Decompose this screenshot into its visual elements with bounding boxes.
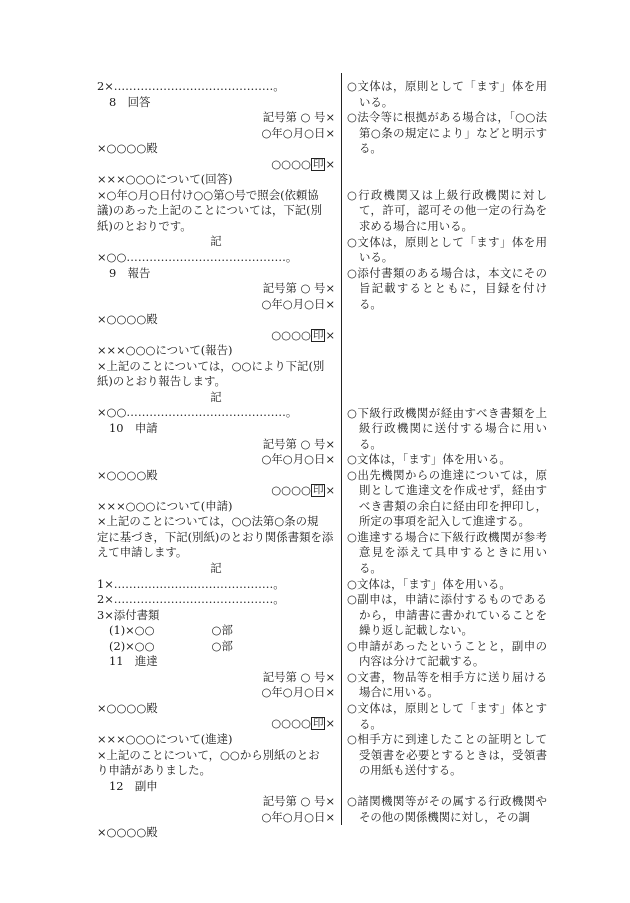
text-line <box>97 545 335 561</box>
right-aligned-line <box>97 670 335 686</box>
line-text: ○年○月○日× <box>261 296 335 311</box>
line-text: ×○○○○殿 <box>97 467 158 482</box>
line-text: ×○年○月○日付け○○第○号で照会(依頼協 <box>97 187 319 202</box>
right-aligned-line <box>97 685 335 701</box>
text-line <box>97 577 335 593</box>
text-line <box>97 468 335 484</box>
line-text: 紙)のとおりです。 <box>97 218 192 233</box>
right-aligned-line <box>97 297 335 313</box>
line-text: ×××○○○について(報告) <box>97 343 233 358</box>
line-text: ○○○○ <box>271 327 311 342</box>
text-line <box>97 374 335 390</box>
guideline-note: ○諸関機関等がその属する行政機関やその他の関係機関に対し，その調 <box>347 794 547 824</box>
line-text: 記号第 ○ 号× <box>262 110 335 125</box>
guideline-note: ○文体は，原則として「ます」体を用いる。 <box>347 79 547 109</box>
line-text: ×××○○○について(申請) <box>97 498 233 513</box>
guideline-note: ○文体は，「ます」体を用いる。 <box>347 576 511 591</box>
line-suffix: × <box>325 483 335 498</box>
right-aligned-line <box>97 110 335 126</box>
text-line <box>97 499 335 515</box>
line-text: ×上記のことについては，○○法第○条の規 <box>97 514 319 529</box>
line-text: ×○○○○殿 <box>97 141 158 156</box>
guideline-note: ○行政機関又は上級行政機関に対して，許可，認可その他一定の行為を求める場合に用いる。 <box>347 187 547 233</box>
text-line <box>97 530 335 546</box>
guideline-note: ○出先機関からの進達については，原則として進達文を作成せず，経由すべき書類の余白に経由印を押印し，所定の事項を記入して進達する。 <box>347 467 547 529</box>
line-text: 記号第 ○ 号× <box>262 669 335 684</box>
line-text: 記 <box>210 389 222 404</box>
line-text: 記号第 ○ 号× <box>262 794 335 809</box>
line-text: ○年○月○日× <box>261 452 335 467</box>
text-line <box>97 825 335 841</box>
attachment-item <box>97 623 335 639</box>
text-line <box>97 188 335 204</box>
ki-heading <box>97 390 335 406</box>
line-text: 12 副申 <box>109 778 158 793</box>
guideline-note: ○文体は，原則として「ます」体とする。 <box>347 701 547 731</box>
line-text: 記 <box>210 234 222 249</box>
line-text: ○○○○ <box>271 483 311 498</box>
right-aligned-line <box>97 452 335 468</box>
text-line <box>97 763 335 779</box>
line-text: ○○○○ <box>271 156 311 171</box>
line-text: 8 回答 <box>109 94 151 109</box>
line-text: 1×……………………………………。 <box>97 576 285 591</box>
text-line <box>97 79 335 95</box>
section-heading <box>97 266 335 282</box>
attachment-item <box>97 639 335 655</box>
guideline-note: ○添付書類のある場合は，本文にその旨記載するとともに，目録を付ける。 <box>347 265 547 311</box>
line-text: ×○○○○殿 <box>97 825 158 840</box>
line-text: ○年○月○日× <box>261 125 335 140</box>
line-suffix: × <box>325 327 335 342</box>
right-aligned-line <box>97 810 335 826</box>
guideline-note: ○進達する場合に下級行政機関が参考意見を添えて具申するときに用いる。 <box>347 529 547 575</box>
line-text: り申請がありました。 <box>97 763 211 778</box>
line-text: ×○○……………………………………。 <box>97 405 298 420</box>
seal-stamp-box: 印 <box>312 484 324 497</box>
line-text: ×○○……………………………………。 <box>97 250 298 265</box>
seal-stamp-box: 印 <box>312 328 324 341</box>
right-aligned-line <box>97 716 335 732</box>
guideline-note: ○文体は，原則として「ます」体を用いる。 <box>347 234 547 264</box>
line-text: ○年○月○日× <box>261 809 335 824</box>
section-heading <box>97 779 335 795</box>
text-line <box>97 405 335 421</box>
ki-heading <box>97 234 335 250</box>
guideline-note: ○法令等に根拠がある場合は，「○○法第○条の規定により」などと明示する。 <box>347 110 547 156</box>
right-aligned-line <box>97 328 335 344</box>
guideline-note: ○文書，物品等を相手方に送り届ける場合に用いる。 <box>347 669 547 700</box>
right-aligned-line <box>97 157 335 173</box>
right-aligned-line <box>97 483 335 499</box>
line-text: 10 申請 <box>109 421 158 436</box>
text-line <box>97 514 335 530</box>
line-text: 記号第 ○ 号× <box>262 436 335 451</box>
right-aligned-line <box>97 126 335 142</box>
line-suffix: × <box>325 156 335 171</box>
line-text: ×上記のことについて，○○から別紙のとお <box>97 747 320 762</box>
text-line <box>97 141 335 157</box>
guideline-note: ○副申は，申請に添付するものであるから，申請書に書かれていることを繰り返し記載しない。 <box>347 592 547 638</box>
line-text: ×××○○○について(回答) <box>97 172 233 187</box>
section-heading <box>97 654 335 670</box>
line-text: 2×……………………………………。 <box>97 79 285 93</box>
guideline-note: ○文体は，「ます」体を用いる。 <box>347 452 511 467</box>
ki-heading <box>97 561 335 577</box>
line-text: (2)×○○ ○部 <box>109 638 233 653</box>
line-text: 2×……………………………………。 <box>97 592 285 607</box>
text-line <box>97 608 335 624</box>
text-line <box>97 732 335 748</box>
line-text: ×○○○○殿 <box>97 312 158 327</box>
text-line <box>97 312 335 328</box>
line-text: 記号第 ○ 号× <box>262 281 335 296</box>
section-heading <box>97 95 335 111</box>
line-text: ×上記のことについては，○○により下記(別 <box>97 358 325 373</box>
line-text: 紙)のとおり報告します。 <box>97 374 226 389</box>
seal-stamp-box: 印 <box>312 717 324 730</box>
line-text: 記 <box>210 560 222 575</box>
line-text: えて申請します。 <box>97 545 188 560</box>
text-line <box>97 203 335 219</box>
guideline-note: ○申請があったということと，副申の内容は分けて記載する。 <box>347 638 547 669</box>
line-text: ×××○○○について(進達) <box>97 731 233 746</box>
text-line <box>97 172 335 188</box>
line-text: 議)のあった上記のことについては，下記(別 <box>97 203 322 218</box>
section-heading <box>97 421 335 437</box>
line-text: (1)×○○ ○部 <box>109 623 233 638</box>
text-line <box>97 219 335 235</box>
right-aligned-line <box>97 437 335 453</box>
column-divider <box>341 73 342 825</box>
text-line <box>97 592 335 608</box>
text-line <box>97 701 335 717</box>
text-line <box>97 343 335 359</box>
form-examples-column <box>97 79 335 841</box>
text-line <box>97 748 335 764</box>
guideline-note: ○相手方に到達したことの証明として受領書を必要とするときは，受領書の用紙も送付する。 <box>347 732 547 778</box>
line-text: 11 進達 <box>109 654 158 669</box>
guideline-note: ○下級行政機関が経由すべき書類を上級行政機関に送付する場合に用いる。 <box>347 405 547 451</box>
text-line <box>97 359 335 375</box>
line-text: 9 報告 <box>109 265 151 280</box>
line-text: 3×添付書類 <box>97 607 160 622</box>
line-text: ○年○月○日× <box>261 685 335 700</box>
text-line <box>97 250 335 266</box>
line-text: ×○○○○殿 <box>97 700 158 715</box>
line-suffix: × <box>325 716 335 731</box>
right-aligned-line <box>97 794 335 810</box>
line-text: 定に基づき，下記(別紙)のとおり関係書類を添 <box>97 529 334 544</box>
seal-stamp-box: 印 <box>312 157 324 170</box>
right-aligned-line <box>97 281 335 297</box>
line-text: ○○○○ <box>271 716 311 731</box>
